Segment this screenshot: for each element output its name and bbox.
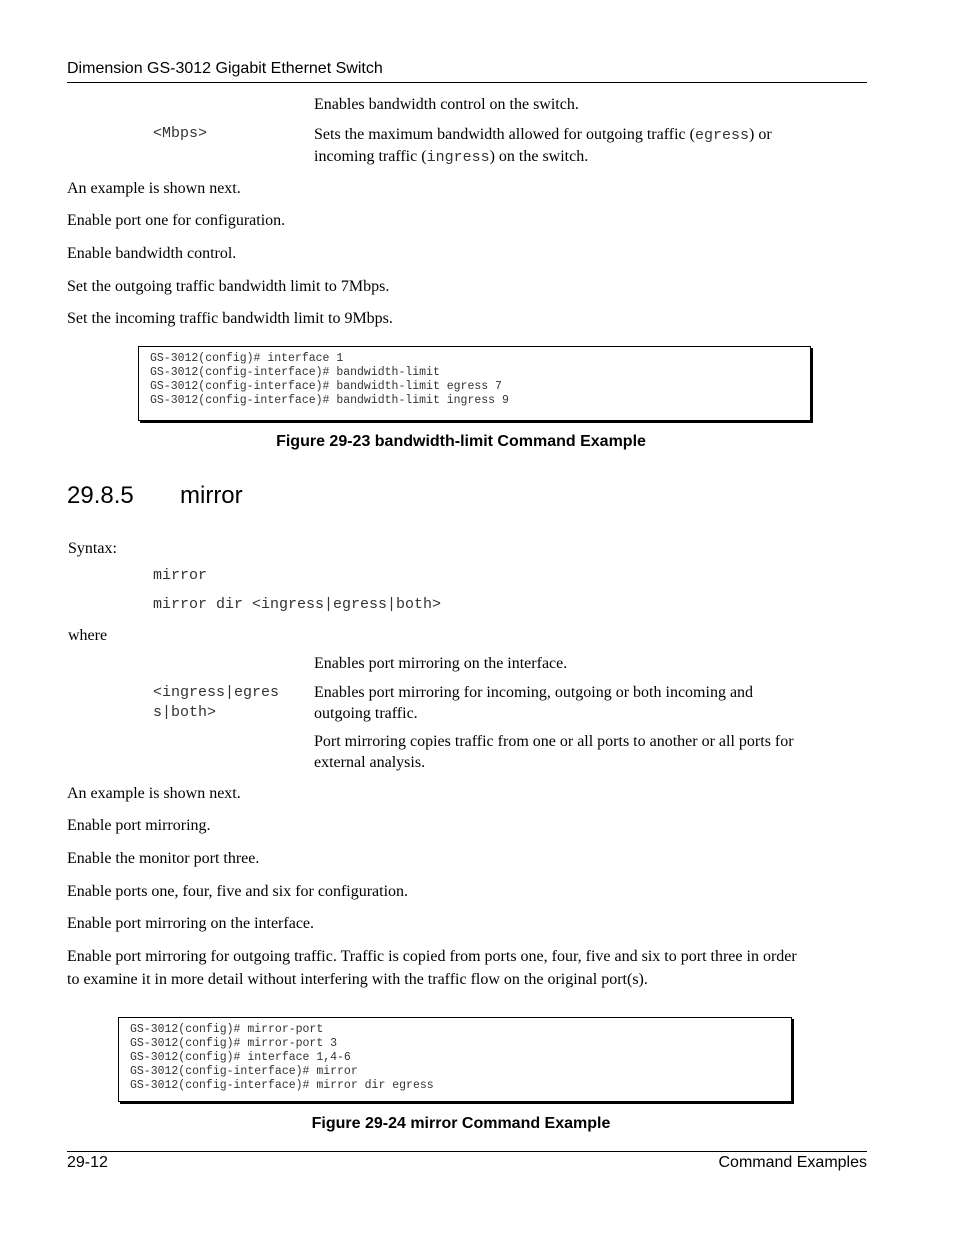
step-text: Set the incoming traffic bandwidth limit to 9Mbps. <box>67 310 393 327</box>
step-text: Enable bandwidth control. <box>67 245 237 262</box>
mirror-description: Enables port mirroring on the interface. <box>314 655 568 672</box>
step-text: Enable port mirroring on the interface. <box>67 915 315 932</box>
code-line: GS-3012(config)# mirror-port <box>130 1023 324 1036</box>
desc-line: Port mirroring copies traffic from one or all ports to another or all ports for <box>314 733 794 750</box>
param-line: s|both> <box>153 704 217 721</box>
desc-line: outgoing traffic. <box>314 705 418 722</box>
mbps-desc-part: ) on the switch. <box>489 148 589 165</box>
figure-caption: Figure 29-23 bandwidth-limit Command Example <box>276 433 646 450</box>
desc-line: external analysis. <box>314 754 426 771</box>
code-line: GS-3012(config)# interface 1 <box>150 352 344 365</box>
code-example-box <box>138 346 811 421</box>
step-text: An example is shown next. <box>67 785 241 802</box>
page-number: 29-12 <box>67 1154 108 1171</box>
ingress-keyword: ingress <box>426 149 490 166</box>
desc-line: Enables port mirroring for incoming, outgoing or both incoming and <box>314 684 754 701</box>
code-line: GS-3012(config)# interface 1,4-6 <box>130 1051 351 1064</box>
egress-keyword: egress <box>694 127 749 144</box>
direction-description <box>314 682 753 724</box>
running-header: Dimension GS-3012 Gigabit Ethernet Switch <box>67 60 383 77</box>
code-line: GS-3012(config)# mirror-port 3 <box>130 1037 338 1050</box>
footer-rule <box>67 1151 867 1152</box>
syntax-command: mirror dir <ingress|egress|both> <box>153 596 442 613</box>
bandwidth-limit-description: Enables bandwidth control on the switch. <box>314 96 579 113</box>
chapter-name: Command Examples <box>718 1154 867 1171</box>
figure-caption: Figure 29-24 mirror Command Example <box>311 1115 611 1132</box>
step-text: Enable port mirroring for outgoing traffic. Traffic is copied from ports one, four, five and six to port three in order <box>67 948 797 965</box>
syntax-label: Syntax: <box>68 540 117 557</box>
step-text: Enable ports one, four, five and six for configuration. <box>67 883 409 900</box>
code-line: GS-3012(config-interface)# bandwidth-limit ingress 9 <box>150 394 509 407</box>
section-title: mirror <box>180 482 243 509</box>
direction-parameter <box>153 683 279 723</box>
code-example-box <box>118 1017 792 1102</box>
mbps-desc-part: Sets the maximum bandwidth allowed for outgoing traffic ( <box>314 126 695 143</box>
mbps-desc-part: ) or <box>748 126 772 143</box>
step-text: Enable the monitor port three. <box>67 850 260 867</box>
step-text: An example is shown next. <box>67 180 241 197</box>
code-line: GS-3012(config-interface)# mirror dir egress <box>130 1079 434 1092</box>
section-number: 29.8.5 <box>67 482 134 509</box>
mbps-parameter: <Mbps> <box>153 125 208 142</box>
code-line: GS-3012(config-interface)# bandwidth-limit egress 7 <box>150 380 502 393</box>
mbps-description <box>314 124 854 168</box>
step-text: Set the outgoing traffic bandwidth limit to 7Mbps. <box>67 278 390 295</box>
where-label: where <box>68 627 108 644</box>
syntax-command: mirror <box>153 567 208 584</box>
code-line: GS-3012(config-interface)# mirror <box>130 1065 358 1078</box>
step-text: to examine it in more detail without interfering with the traffic flow on the original port(s). <box>67 971 648 988</box>
code-line: GS-3012(config-interface)# bandwidth-limit <box>150 366 440 379</box>
step-text: Enable port mirroring. <box>67 817 211 834</box>
mbps-desc-part: incoming traffic ( <box>314 148 427 165</box>
param-line: <ingress|egres <box>153 684 280 701</box>
header-rule <box>67 82 867 83</box>
direction-note <box>314 731 794 773</box>
step-text: Enable port one for configuration. <box>67 212 286 229</box>
